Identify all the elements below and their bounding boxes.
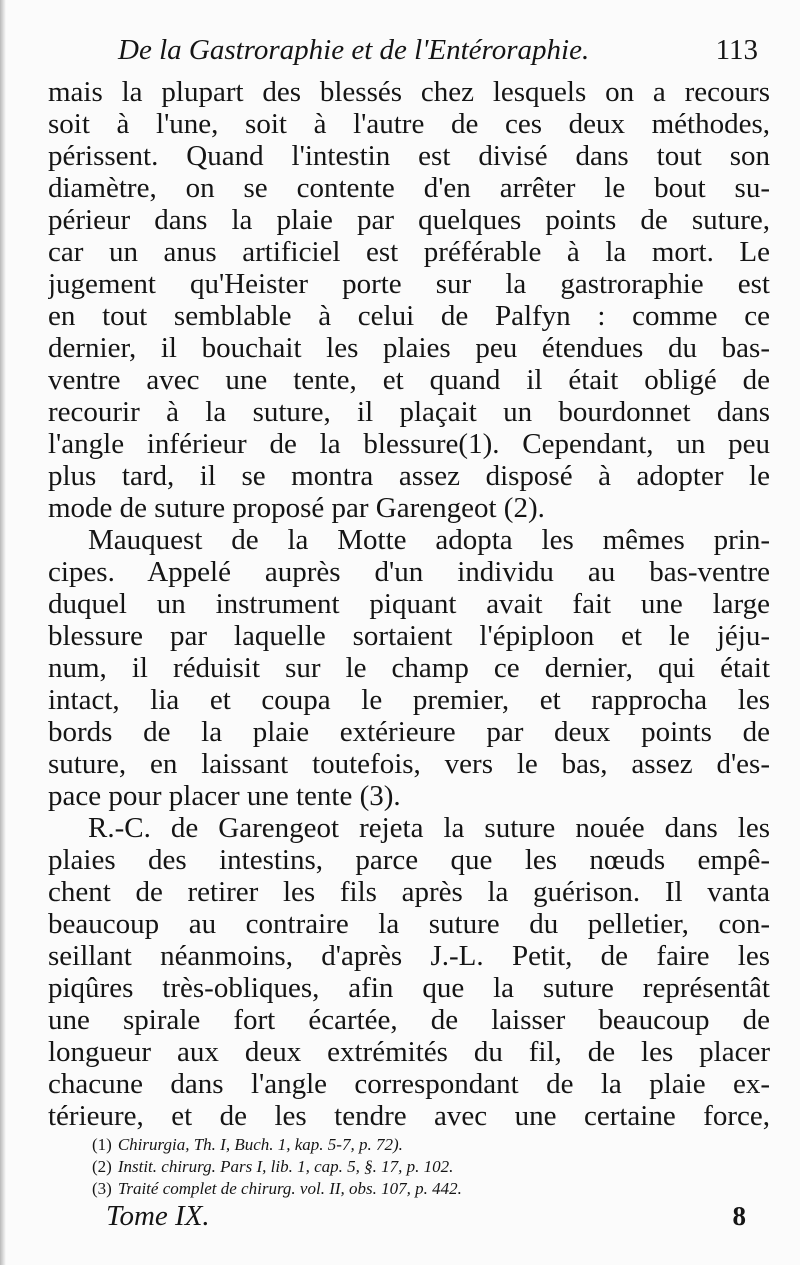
body-text [48,76,770,1132]
text-line: dernier, il bouchait les plaies peu étendues du bas- [48,332,770,364]
text-line: une spirale fort écartée, de laisser beaucoup de [48,1004,770,1036]
footnote [92,1178,752,1200]
text-line: plus tard, il se montra assez disposé à adopter le [48,460,770,492]
footnote-text: Chirurgia, Th. I, Buch. 1, kap. 5-7, p. 72). [117,1135,403,1154]
footnote [92,1156,752,1178]
text-line: diamètre, on se contente d'en arrêter le bout su- [48,172,770,204]
text-line: num, il réduisit sur le champ ce dernier, qui était [48,652,770,684]
text-line: ventre avec une tente, et quand il était obligé de [48,364,770,396]
text-line: pace pour placer une tente (3). [48,780,401,812]
text-line: en tout semblable à celui de Palfyn : comme ce [48,300,770,332]
signature-mark: 8 [732,1201,746,1231]
text-line: R.-C. de Garengeot rejeta la suture nouée dans les [88,812,770,844]
text-line: chacune dans l'angle correspondant de la plaie ex- [48,1068,770,1100]
text-line: Mauquest de la Motte adopta les mêmes prin- [88,524,770,556]
text-line: mode de suture proposé par Garengeot (2). [48,492,545,524]
page-number: 113 [715,34,758,66]
footnote-text: Traité complet de chirurg. vol. II, obs. 107, p. 442. [117,1179,462,1198]
text-line: chent de retirer les fils après la guérison. Il vanta [48,876,770,908]
text-line: périeur dans la plaie par quelques points de suture, [48,204,770,236]
text-line: piqûres très-obliques, afin que la suture représentât [48,972,770,1004]
volume-label: Tome IX. [106,1200,210,1232]
text-line: jugement qu'Heister porte sur la gastroraphie est [48,268,770,300]
text-line: duquel un instrument piquant avait fait une large [48,588,770,620]
text-line: cipes. Appelé auprès d'un individu au bas-ventre [48,556,770,588]
signature-line [106,1198,746,1238]
text-line: soit à l'une, soit à l'autre de ces deux méthodes, [48,108,770,140]
footnote [92,1134,752,1156]
text-line: bords de la plaie extérieure par deux points de [48,716,770,748]
footnote-number: (1) [92,1135,112,1154]
text-line: longueur aux deux extrémités du fil, de les placer [48,1036,770,1068]
text-line: suture, en laissant toutefois, vers le bas, assez d'es- [48,748,770,780]
running-head [118,30,758,70]
page-edge-shadow [0,0,6,1265]
text-line: mais la plupart des blessés chez lesquels on a recours [48,76,770,108]
text-line: seillant néanmoins, d'après J.-L. Petit, de faire les [48,940,770,972]
footnote-text: Instit. chirurg. Pars I, lib. 1, cap. 5, §. 17, p. 102. [117,1157,454,1176]
text-line: périssent. Quand l'intestin est divisé dans tout son [48,140,770,172]
text-line: térieure, et de les tendre avec une certaine force, [48,1100,770,1132]
text-line: intact, lia et coupa le premier, et rapprocha les [48,684,770,716]
text-line: l'angle inférieur de la blessure(1). Cependant, un peu [48,428,770,460]
footnote-number: (3) [92,1179,112,1198]
text-line: blessure par laquelle sortaient l'épiploon et le jéju- [48,620,770,652]
text-line: car un anus artificiel est préférable à la mort. Le [48,236,770,268]
text-line: recourir à la suture, il plaçait un bourdonnet dans [48,396,770,428]
footnote-number: (2) [92,1157,112,1176]
footnotes [92,1134,752,1200]
text-line: plaies des intestins, parce que les nœuds empê- [48,844,770,876]
text-line: beaucoup au contraire la suture du pelletier, con- [48,908,770,940]
running-title: De la Gastroraphie et de l'Entéroraphie. [118,34,590,66]
